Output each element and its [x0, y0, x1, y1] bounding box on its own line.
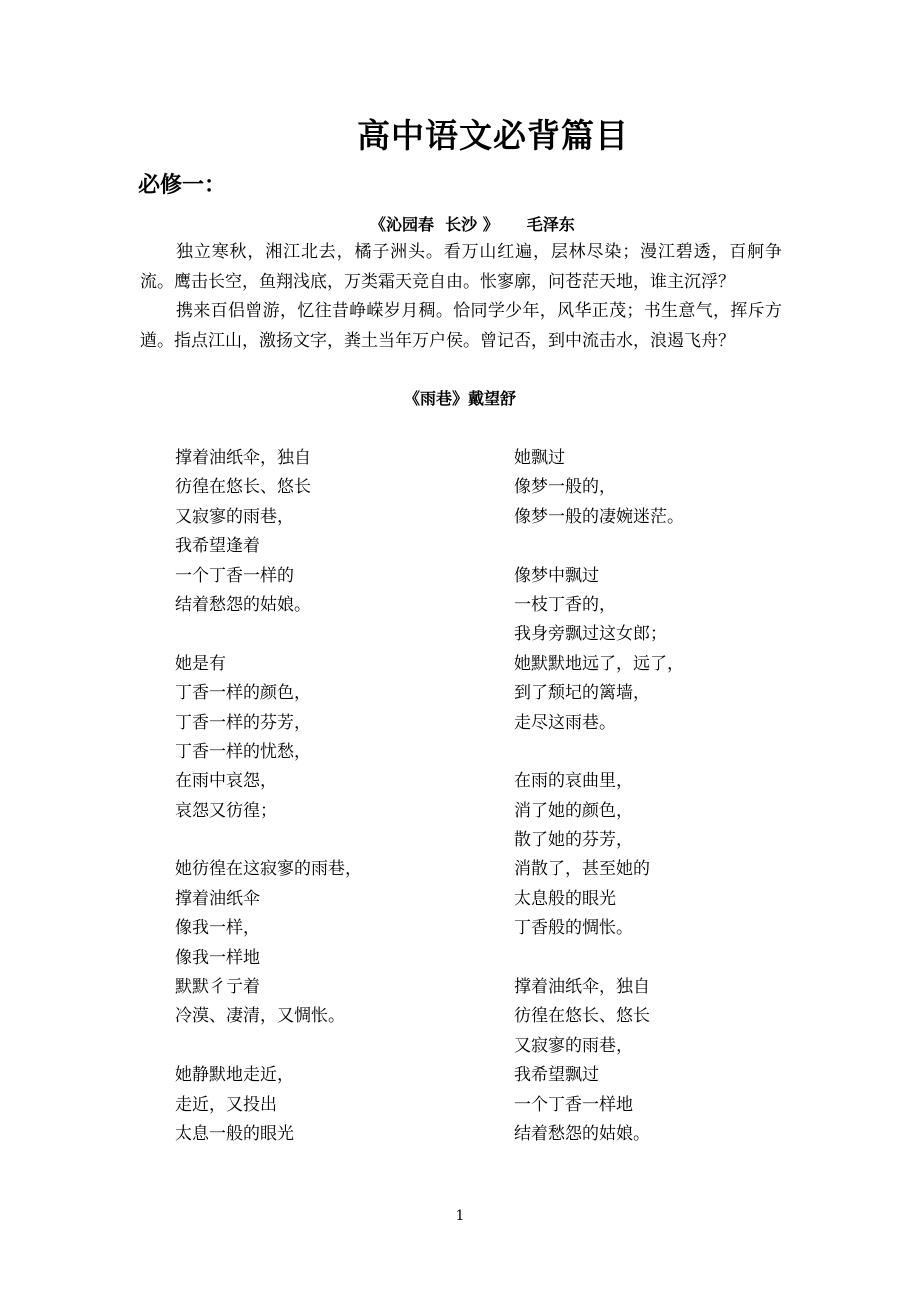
poem-author: 毛泽东 [526, 215, 575, 234]
verse-line: 彷徨在悠长、悠长 [514, 1006, 650, 1027]
verse-line: 在雨的哀曲里， [514, 771, 633, 792]
verse-line: 太息般的眼光 [514, 888, 616, 909]
verse-line: 又寂寥的雨巷， [175, 506, 294, 527]
poem-paragraph: 独立寒秋，湘江北去，橘子洲头。看万山红遍，层林尽染；漫江碧透，百舸争流。鹰击长空，鱼翔浅底，万类霜天竞自由。怅寥廓，问苍茫天地，谁主沉浮？ [140, 242, 782, 292]
verse-column-right [514, 444, 684, 1149]
verse-line: 丁香一样的芬芳， [175, 712, 311, 733]
verse-line: 走尽这雨巷。 [514, 712, 616, 733]
verse-line: 丁香般的惆怅。 [514, 918, 633, 939]
verse-column-left [175, 444, 362, 1149]
verse-line: 我身旁飘过这女郎； [514, 624, 667, 645]
verse-line: 她静默地走近， [175, 1065, 294, 1086]
verse-line: 像梦一般的凄婉迷茫。 [514, 506, 684, 527]
verse-line: 一个丁香一样地 [514, 1094, 633, 1115]
page-title: 高中语文必背篇目 [357, 116, 629, 155]
verse-line [514, 944, 684, 973]
verse-line: 我希望飘过 [514, 1065, 599, 1086]
verse-line: 太息一般的眼光 [175, 1123, 294, 1144]
verse-line: 她默默地远了，远了， [514, 653, 684, 674]
verse-line: 一枝丁香的， [514, 594, 616, 615]
poem-heading: 《雨巷》戴望舒 [403, 389, 516, 408]
verse-line: 撑着油纸伞 [175, 888, 260, 909]
verse-line: 她彷徨在这寂寥的雨巷， [175, 859, 362, 880]
verse-line [175, 620, 362, 649]
poem-title: 《沁园春 长沙 》 [370, 215, 499, 234]
verse-line: 默默彳亍着 [175, 977, 260, 998]
section-heading: 必修一： [138, 173, 227, 198]
verse-line: 像梦一般的， [514, 477, 616, 498]
verse-line: 走近，又投出 [175, 1094, 277, 1115]
verse-line: 冷漠、凄清，又惆怅。 [175, 1006, 345, 1027]
verse-line: 到了颓圮的篱墙， [514, 683, 650, 704]
verse-line: 彷徨在悠长、悠长 [175, 477, 311, 498]
verse-line: 像梦中飘过 [514, 565, 599, 586]
verse-line: 结着愁怨的姑娘。 [175, 594, 311, 615]
verse-line [514, 738, 684, 767]
verse-line: 在雨中哀怨， [175, 771, 277, 792]
verse-line [514, 532, 684, 561]
verse-line [175, 826, 362, 855]
verse-line: 她是有 [175, 653, 226, 674]
verse-line: 撑着油纸伞，独自 [175, 448, 311, 468]
verse-line: 又寂寥的雨巷， [514, 1035, 633, 1056]
verse-line: 消散了，甚至她的 [514, 859, 650, 880]
verse-line: 结着愁怨的姑娘。 [514, 1123, 650, 1144]
verse-line: 我希望逢着 [175, 536, 260, 557]
verse-line: 丁香一样的忧愁， [175, 741, 311, 762]
verse-line: 撑着油纸伞，独自 [514, 977, 650, 998]
verse-line [175, 1032, 362, 1061]
verse-line: 像我一样地 [175, 947, 260, 968]
verse-line: 散了她的芬芳， [514, 830, 633, 851]
verse-line: 丁香一样的颜色， [175, 683, 311, 704]
verse-line: 她飘过 [514, 448, 565, 468]
verse-line: 像我一样， [175, 918, 260, 939]
poem-heading [370, 212, 575, 238]
poem-paragraph: 携来百侣曾游，忆往昔峥嵘岁月稠。恰同学少年，风华正茂；书生意气，挥斥方遒。指点江山，激扬文字，粪土当年万户侯。曾记否，到中流击水，浪遏飞舟？ [140, 301, 782, 351]
verse-line: 消了她的颜色， [514, 800, 633, 821]
verse-line: 一个丁香一样的 [175, 565, 294, 586]
page-number: 1 [455, 1208, 465, 1224]
verse-line: 哀怨又彷徨； [175, 800, 277, 821]
